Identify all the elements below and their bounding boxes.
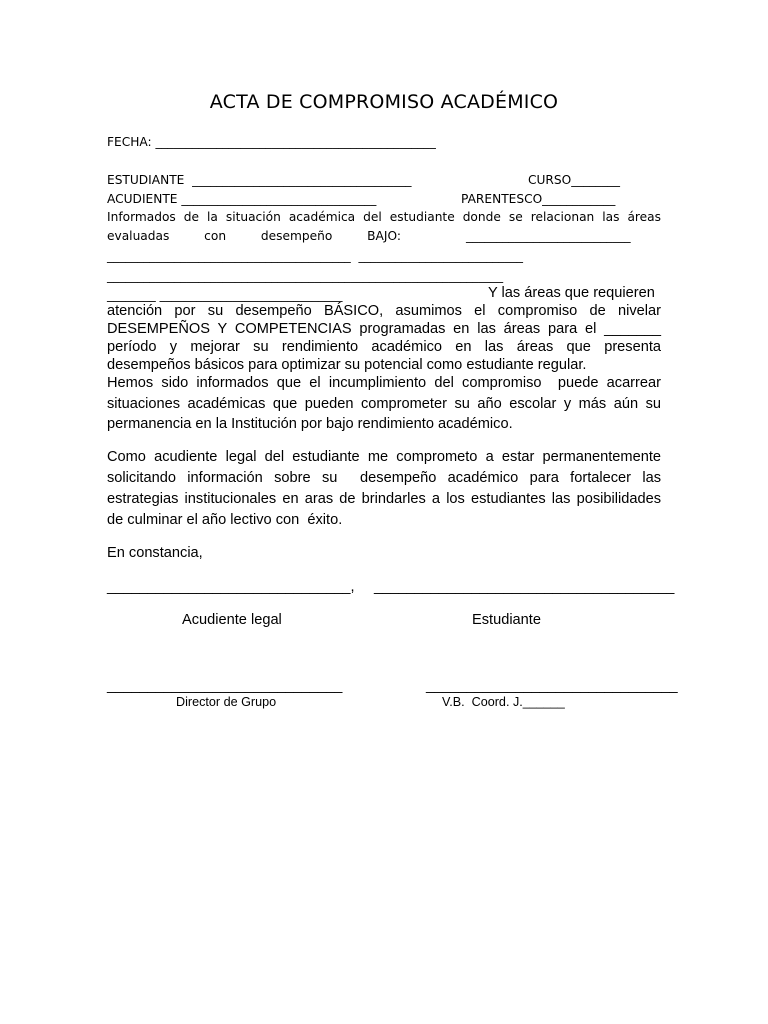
paragraph-basico-line4: desempeños básicos para optimizar su potencial como estudiante regular. bbox=[107, 357, 587, 373]
areas-requieren-text: Y las áreas que requieren bbox=[488, 285, 655, 301]
label-vb-coord: V.B. Coord. J.______ bbox=[442, 695, 565, 709]
paragraph-informados-line2: evaluadas con desempeño BAJO: bbox=[107, 229, 401, 243]
blank-line-3: ________ ______________________________ bbox=[107, 288, 343, 302]
paragraph-basico-line3: período y mejorar su rendimiento académico en las áreas que presenta bbox=[107, 339, 661, 355]
paragraph-incumplimiento-line1: Hemos sido informados que el incumplimiento del compromiso puede acarrear bbox=[107, 375, 661, 391]
label-director-de-grupo: Director de Grupo bbox=[176, 695, 277, 709]
signature-line-acudiente: ______________________________, bbox=[107, 579, 355, 595]
paragraph-informados-line1: Informados de la situación académica del estudiante donde se relacionan las áreas bbox=[107, 210, 661, 224]
acudiente-field: ACUDIENTE ________________________________ bbox=[107, 192, 377, 206]
bajo-blank: ___________________________ bbox=[466, 229, 631, 243]
curso-field: CURSO________ bbox=[528, 173, 620, 187]
paragraph-basico-line2: DESEMPEÑOS Y COMPETENCIAS programadas en las áreas para el _______ bbox=[107, 321, 661, 337]
paragraph-basico-line1: atención por su desempeño BÁSICO, asumimos el compromiso de nivelar bbox=[107, 303, 661, 319]
fecha-field: FECHA: ______________________________________________ bbox=[107, 135, 436, 149]
signature-line-director: _____________________________ bbox=[107, 678, 343, 694]
paragraph-acudiente-line1: Como acudiente legal del estudiante me comprometo a estar permanentemente bbox=[107, 449, 661, 465]
estudiante-field: ESTUDIANTE ____________________________________ bbox=[107, 173, 412, 187]
paragraph-acudiente-line3: estrategias institucionales en aras de brindarles a los estudiantes las posibilidades bbox=[107, 491, 661, 507]
paragraph-incumplimiento-line3: permanencia en la Institución por bajo rendimiento académico. bbox=[107, 416, 513, 432]
en-constancia: En constancia, bbox=[107, 545, 203, 561]
signature-line-estudiante: _____________________________________ bbox=[374, 579, 675, 595]
paragraph-acudiente-line4: de culminar el año lectivo con éxito. bbox=[107, 512, 343, 528]
paragraph-incumplimiento-line2: situaciones académicas que pueden comprometer su año escolar y más aún su bbox=[107, 396, 661, 412]
parentesco-field: PARENTESCO____________ bbox=[461, 192, 616, 206]
blank-line-1: ________________________________________ ___________________________ bbox=[107, 249, 524, 263]
blank-line-2: _________________________________________________________________ bbox=[107, 269, 504, 283]
signature-line-coord: _______________________________ bbox=[426, 678, 678, 694]
label-estudiante: Estudiante bbox=[472, 612, 541, 628]
label-acudiente-legal: Acudiente legal bbox=[182, 612, 282, 628]
paragraph-acudiente-line2: solicitando información sobre su desempeño académico para fortalecer las bbox=[107, 470, 661, 486]
document-title: ACTA DE COMPROMISO ACADÉMICO bbox=[209, 91, 559, 113]
